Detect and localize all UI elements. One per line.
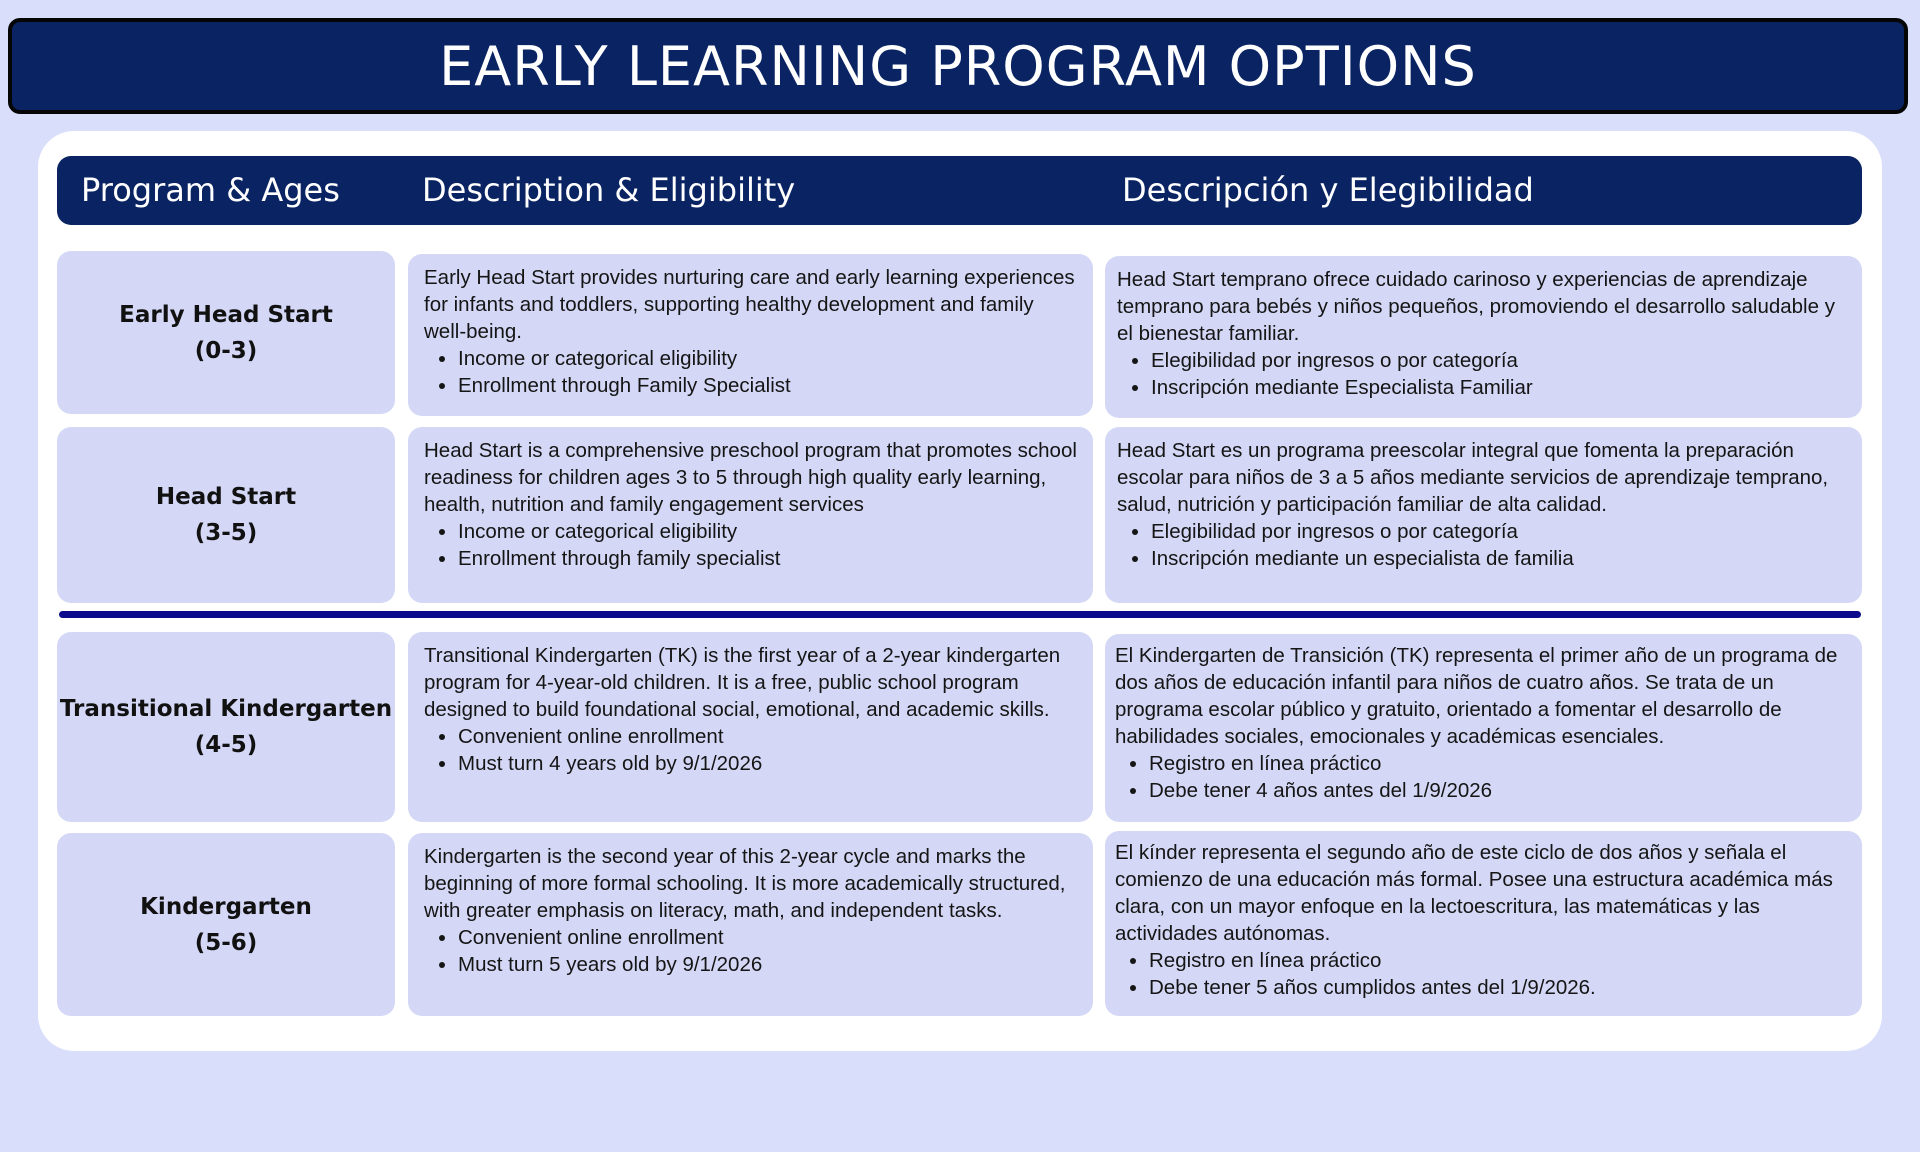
description-text: Early Head Start provides nurturing care and early learning experiences for infants and toddlers, supporting healthy development and family well-being. bbox=[424, 266, 1075, 343]
list-item: • Enrollment through Family Specialist bbox=[458, 372, 1079, 399]
program-cell-kindergarten bbox=[57, 833, 395, 1016]
list-item: • Debe tener 5 años cumplidos antes del 1/9/2026. bbox=[1149, 974, 1848, 1001]
description-es-transitional-kindergarten bbox=[1105, 634, 1862, 822]
program-ages: (0-3) bbox=[194, 337, 258, 364]
table-header bbox=[57, 156, 1862, 225]
list-item: • Must turn 5 years old by 9/1/2026 bbox=[458, 951, 1079, 978]
header-description-spanish: Descripción y Elegibilidad bbox=[1122, 171, 1534, 209]
eligibility-list bbox=[424, 723, 1079, 777]
description-text: Head Start is a comprehensive preschool program that promotes school readiness for children ages 3 to 5 through high quality early learning, health, nutrition and family engagement services bbox=[424, 439, 1077, 516]
description-text: Kindergarten is the second year of this 2-year cycle and marks the beginning of more formal schooling. It is more academically structured, with greater emphasis on literacy, math, and independent tasks. bbox=[424, 845, 1066, 922]
list-item: • Enrollment through family specialist bbox=[458, 545, 1079, 572]
eligibility-list bbox=[1115, 947, 1848, 1001]
title-banner bbox=[8, 18, 1908, 114]
description-en-transitional-kindergarten bbox=[408, 632, 1093, 822]
program-table-card bbox=[38, 131, 1882, 1051]
description-en-early-head-start bbox=[408, 254, 1093, 416]
program-cell-head-start bbox=[57, 427, 395, 603]
description-es-kindergarten bbox=[1105, 831, 1862, 1016]
description-text: El Kindergarten de Transición (TK) representa el primer año de un programa de dos años de educación infantil para niños de cuatro años. Se trata de un programa escolar público y gratuito, orientado a fomentar el desarrollo de habilidades sociales, emocionales y académicas esenciales. bbox=[1115, 644, 1838, 748]
description-es-early-head-start bbox=[1105, 256, 1862, 418]
eligibility-list bbox=[424, 345, 1079, 399]
program-name: Head Start bbox=[155, 484, 297, 510]
header-description-english: Description & Eligibility bbox=[422, 171, 796, 209]
program-cell-transitional-kindergarten bbox=[57, 632, 395, 822]
list-item: • Convenient online enrollment bbox=[458, 924, 1079, 951]
list-item: • Income or categorical eligibility bbox=[458, 518, 1079, 545]
list-item: • Debe tener 4 años antes del 1/9/2026 bbox=[1149, 777, 1848, 804]
description-text: Transitional Kindergarten (TK) is the first year of a 2-year kindergarten program for 4-year-old children. It is a free, public school program designed to build foundational social, emotional, and academic skills. bbox=[424, 644, 1061, 721]
program-name: Early Head Start bbox=[119, 301, 333, 328]
eligibility-list bbox=[424, 518, 1079, 572]
program-name: Transitional Kindergarten bbox=[59, 696, 393, 722]
list-item: • Elegibilidad por ingresos o por categoría bbox=[1151, 518, 1848, 545]
list-item: • Inscripción mediante Especialista Familiar bbox=[1151, 374, 1848, 401]
program-ages: (5-6) bbox=[194, 929, 258, 956]
description-text: Head Start temprano ofrece cuidado carinoso y experiencias de aprendizaje temprano para bebés y niños pequeños, promoviendo el desarrollo saludable y el bienestar familiar. bbox=[1117, 268, 1835, 345]
section-divider bbox=[59, 611, 1861, 618]
list-item: • Inscripción mediante un especialista de familia bbox=[1151, 545, 1848, 572]
list-item: • Income or categorical eligibility bbox=[458, 345, 1079, 372]
list-item: • Registro en línea práctico bbox=[1149, 750, 1848, 777]
description-text: El kínder representa el segundo año de este ciclo de dos años y señala el comienzo de una educación más formal. Posee una estructura académica más clara, con un mayor enfoque en la lectoescritura, las matemáticas y las actividades autónomas. bbox=[1115, 841, 1833, 945]
eligibility-list bbox=[1117, 518, 1848, 572]
list-item: • Convenient online enrollment bbox=[458, 723, 1079, 750]
program-cell-early-head-start bbox=[57, 251, 395, 414]
program-name: Kindergarten bbox=[140, 893, 312, 920]
list-item: • Registro en línea práctico bbox=[1149, 947, 1848, 974]
program-ages: (4-5) bbox=[194, 732, 258, 758]
list-item: • Elegibilidad por ingresos o por categoría bbox=[1151, 347, 1848, 374]
page-title: EARLY LEARNING PROGRAM OPTIONS bbox=[439, 34, 1477, 98]
list-item: • Must turn 4 years old by 9/1/2026 bbox=[458, 750, 1079, 777]
description-text: Head Start es un programa preescolar integral que fomenta la preparación escolar para niños de 3 a 5 años mediante servicios de aprendizaje temprano, salud, nutrición y participación familiar de alta calidad. bbox=[1117, 439, 1829, 516]
program-ages: (3-5) bbox=[194, 520, 258, 546]
header-program-ages: Program & Ages bbox=[81, 171, 340, 209]
description-en-kindergarten bbox=[408, 833, 1093, 1016]
eligibility-list bbox=[424, 924, 1079, 978]
description-en-head-start bbox=[408, 427, 1093, 603]
description-es-head-start bbox=[1105, 427, 1862, 603]
eligibility-list bbox=[1117, 347, 1848, 401]
eligibility-list bbox=[1115, 750, 1848, 804]
